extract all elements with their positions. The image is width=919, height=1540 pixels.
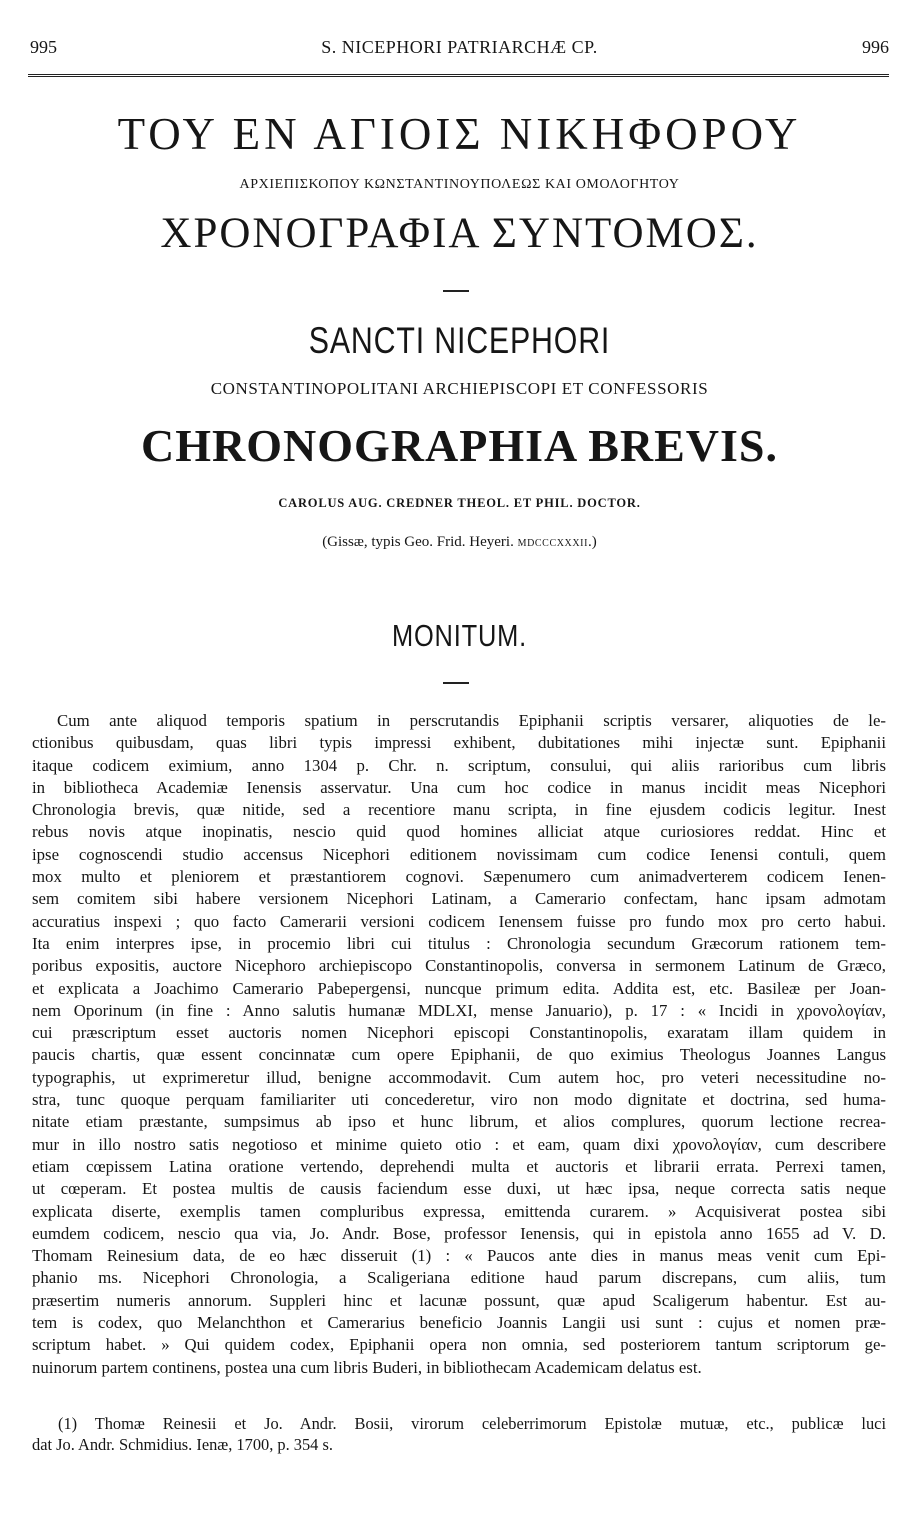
text-line: nuinorum partem continens, postea una cum libris Buderi, in bibliothecam Academicam delatus est. [32,1357,702,1377]
body-text [32,710,886,1379]
text-line: tem is codex, quo Melanchthon et Camerarius beneficio Joannis Langii usi sunt : cujus et nomen præ- [32,1313,886,1333]
text-line: paucis chartis, quæ essent concinnatæ cum opere Epiphanii, de quo eximius Theologus Joannes Langus [32,1045,886,1065]
text-line: scriptum habet. » Qui quidem codex, Epiphanii opera non omnia, sed posteriorem tantum scriptorum ge- [32,1335,886,1355]
text-line: itaque codicem eximium, anno 1304 p. Chr. n. scriptum, consului, qui aliis rarioribus cum libris [32,755,886,775]
section-title: MONITUM. [391,618,528,653]
text-line: sem comitem sibi habere versionem Nicephori Latinam, a Camerario confectam, hanc ipsam admotam [32,889,886,909]
latin-main-title: CHRONOGRAPHIA BREVIS. [141,420,778,471]
footnote [32,1413,886,1455]
text-line: nitate etiam præstante, sumpsimus ab ipso et hunc librum, et alios complures, quorum lectione recrea- [32,1112,886,1132]
text-line: rebus novis atque inopinatis, nescio quid quod homines alliciat atque curiosiores reddat. Hinc et [32,822,886,842]
text-line: mur in illo nostro satis negotioso et minime quieto otio : et eam, quam dixi χρονολογίαν, cum describere [32,1134,886,1154]
text-line: cui præscriptum esset auctoris nomen Nicephori episcopi Constantinopolis, exaratam illam quidem in [32,1023,886,1043]
text-line: ipse cognoscendi studio accensus Nicephori editionem novissimam cum codice Ienensi contuli, quem [32,844,886,864]
text-line: Thomam Reinesium data, de eo hæc disseruit (1) : « Paucos ante dies in manus meas venit cum Epi- [32,1246,886,1266]
header-rule [28,74,889,77]
greek-subtitle: ΑΡΧΙΕΠΙΣΚΟΠΟΥ ΚΩΝΣΤΑΝΤΙΝΟΥΠΟΛΕΩΣ ΚΑΙ ΟΜΟΛΟΓΗΤΟΥ [239,177,680,192]
text-line: Chronologia brevis, quæ nitide, sed a recentiore manu scripta, in fine ejusdem codicis legitur. Inest [32,800,886,820]
text-line: typographis, ut exprimeretur illud, benigne accommodavit. Cum autem hoc, pro veteri necessitudine no- [32,1067,886,1087]
imprint-line [0,532,919,554]
text-line: nem Oporinum (in fine : Anno salutis humanæ MDLXI, mense Januario), p. 17 : « Incidi in χρονολογίαν, [32,1000,886,1020]
text-line: mox multo et pleniorem et præstantiorem cognovi. Sæpenumero cum animadverterem codicem Ienen- [32,867,886,887]
latin-subtitle: CONSTANTINOPOLITANI ARCHIEPISCOPI ET CONFESSORIS [210,379,709,398]
imprint-year: MDCCCXXXII [517,538,589,549]
editor-line: CAROLUS AUG. CREDNER THEOL. ET PHIL. DOCTOR. [278,496,641,510]
footnote-line: dat Jo. Andr. Schmidius. Ienæ, 1700, p. 354 s. [32,1435,333,1454]
text-line: stra, tunc quoque perquam familiariter uti concederetur, viro non modo dignitate et doctrina, sed huma- [32,1090,886,1110]
latin-title: SANCTI NICEPHORI [308,320,611,361]
greek-main-title: ΧΡΟΝΟΓΡΑΦΙΑ ΣΥΝΤΟΜΟΣ. [160,210,759,257]
text-line: eumdem codicem, nescio qua via, Jo. Andr. Bose, professor Ienensis, qui in epistola anno 1655 ad V. D. [32,1223,886,1243]
running-head-title: S. NICEPHORI PATRIARCHÆ CP. [321,37,598,57]
text-line: phanio ms. Nicephori Chronologia, a Scaligeriana editione haud parum discrepans, cum aliis, tum [32,1268,886,1288]
text-line: explicata diserte, exemplis tamen compluribus expressa, emittenda curarem. » Acquisiverat postea sibi [32,1201,886,1221]
text-line: ctionibus quibusdam, quas libri typis impressi exhibent, dubitationes mihi injectæ sunt. Epiphanii [32,733,886,753]
footnote-line: (1) Thomæ Reinesii et Jo. Andr. Bosii, virorum celeberrimorum Epistolæ mutuæ, etc., publicæ luci [58,1414,886,1433]
text-line: Ita enim interpres ipse, in procemio libri cui titulus : Chronologia secundum Græcorum rationem tem- [32,933,886,953]
right-page-number: 996 [862,37,889,57]
running-head [30,36,889,58]
text-line: præsertim numeris annorum. Suppleri hinc et lacunæ possunt, quæ apud Scaligerum habentur. Est au- [32,1290,886,1310]
left-page-number: 995 [30,37,57,57]
text-line: Cum ante aliquod temporis spatium in perscrutandis Epiphanii scriptis versarer, aliquoties de le- [57,711,886,730]
text-line: et explicata a Joachimo Camerario Pabepergensi, nuncque primum edita. Addita est, etc. Basileæ per Joan- [32,978,886,998]
text-line: accuratius inspexi ; quo facto Camerarii versioni codicem Ienensem fuisse pro fundo mox pro certo habui. [32,911,886,931]
text-line: etiam cœpissem Latina oratione vertendo, deprehendi multa et auctoris et librarii errata. Perrexi tamen, [32,1156,886,1176]
section-divider [443,682,469,684]
text-line: ut cœperam. Et postea multis de causis faciendum esse duxi, ut hæc ipsa, neque correcta satis neque [32,1179,886,1199]
text-line: poribus expositis, auctore Nicephoro archiepiscopo Constantinopolis, conversa in sermonem Latinum de Græco, [32,956,886,976]
text-line: in bibliotheca Academiæ Ienensis asservatur. Una cum hoc codice in manus incidit meas Nicephori [32,777,886,797]
title-divider [443,290,469,292]
imprint-close: .) [588,534,597,550]
imprint-text: (Gissæ, typis Geo. Frid. Heyeri. [322,534,518,550]
greek-title: ΤΟΥ ΕΝ ΑΓΙΟΙΣ ΝΙΚΗΦΟΡΟΥ [117,109,802,159]
